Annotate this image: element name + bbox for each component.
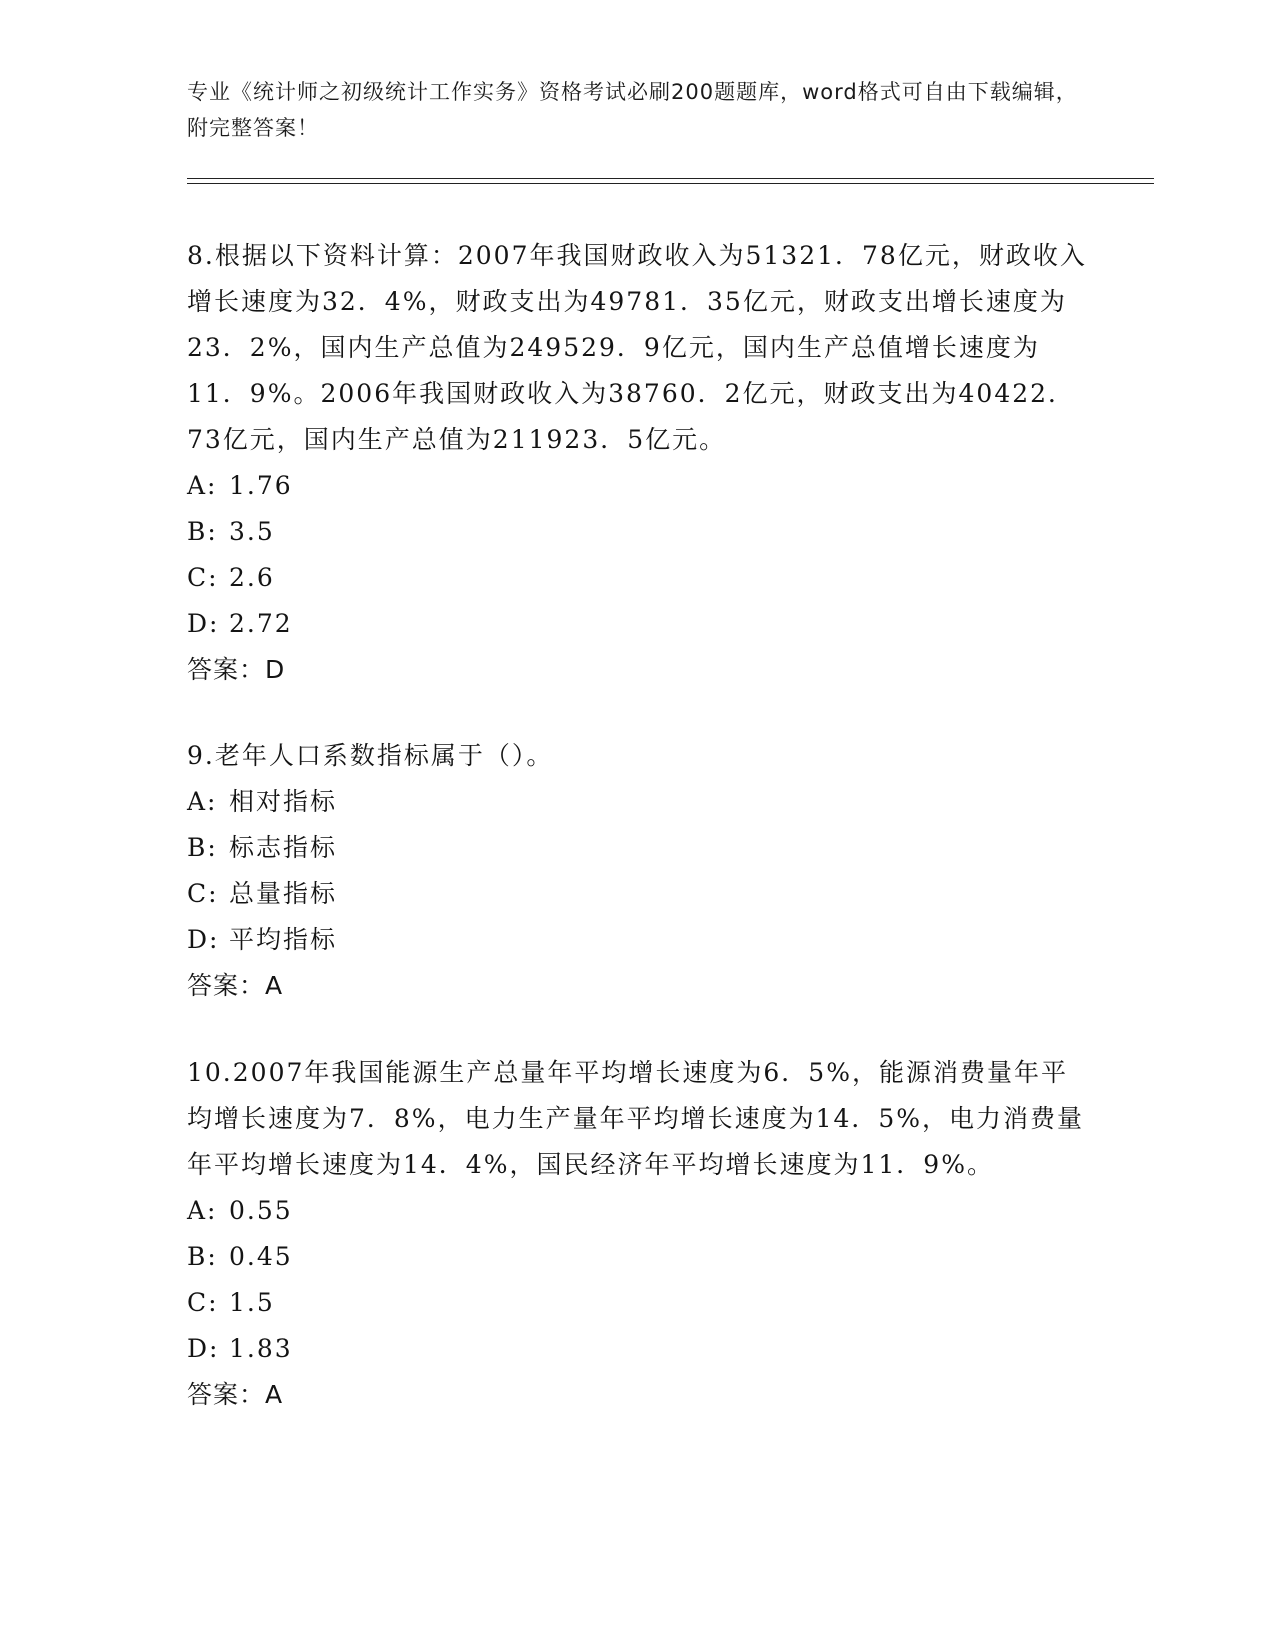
option-text: 2.72 bbox=[229, 609, 293, 638]
option-key: C: bbox=[187, 1288, 219, 1317]
option-text: 相对指标 bbox=[229, 787, 338, 816]
option-text: 2.6 bbox=[229, 563, 275, 592]
question-stem: 9.老年人口系数指标属于（）。 bbox=[187, 741, 554, 770]
option-d bbox=[187, 917, 1087, 963]
option-text: 标志指标 bbox=[229, 833, 338, 862]
option-text: 1.5 bbox=[229, 1288, 275, 1317]
option-a bbox=[187, 1188, 1087, 1234]
question-8 bbox=[187, 233, 1087, 693]
option-key: B: bbox=[187, 517, 218, 546]
option-text: 总量指标 bbox=[229, 879, 338, 908]
option-d bbox=[187, 601, 1087, 647]
option-text: 1.76 bbox=[229, 471, 293, 500]
header-divider-top bbox=[187, 178, 1154, 179]
question-stem: 8.根据以下资料计算：2007年我国财政收入为51321．78亿元，财政收入增长速度为32．4%，财政支出为49781．35亿元，财政支出增长速度为23．2%，国内生产总值为249529．9亿元，国内生产总值增长速度为11．9%。2006年我国财政收入为38760．2亿元，财政支出为40422．73亿元，国内生产总值为211923．5亿元。 bbox=[187, 241, 1087, 454]
option-key: C: bbox=[187, 879, 219, 908]
option-key: B: bbox=[187, 1242, 218, 1271]
option-d bbox=[187, 1326, 1087, 1372]
option-c bbox=[187, 555, 1087, 601]
question-10 bbox=[187, 1050, 1087, 1418]
answer: 答案：D bbox=[187, 655, 286, 684]
option-key: B: bbox=[187, 833, 218, 862]
option-b bbox=[187, 509, 1087, 555]
option-key: A: bbox=[187, 787, 218, 816]
option-c bbox=[187, 1280, 1087, 1326]
document-header bbox=[187, 74, 1087, 146]
question-9 bbox=[187, 733, 1087, 1009]
option-text: 0.55 bbox=[229, 1196, 293, 1225]
answer: 答案：A bbox=[187, 1380, 284, 1409]
option-key: D: bbox=[187, 1334, 220, 1363]
option-a bbox=[187, 779, 1087, 825]
option-key: C: bbox=[187, 563, 219, 592]
question-stem: 10.2007年我国能源生产总量年平均增长速度为6．5%，能源消费量年平均增长速度为7．8%，电力生产量年平均增长速度为14．5%，电力消费量年平均增长速度为14．4%，国民经济年平均增长速度为11．9%。 bbox=[187, 1058, 1085, 1179]
option-key: D: bbox=[187, 925, 220, 954]
option-a bbox=[187, 463, 1087, 509]
option-key: A: bbox=[187, 471, 218, 500]
option-b bbox=[187, 1234, 1087, 1280]
option-text: 0.45 bbox=[229, 1242, 293, 1271]
header-title: 专业《统计师之初级统计工作实务》资格考试必刷200题题库，word格式可自由下载编辑，附完整答案！ bbox=[187, 80, 1078, 140]
option-key: A: bbox=[187, 1196, 218, 1225]
option-text: 1.83 bbox=[229, 1334, 293, 1363]
header-divider-bottom bbox=[187, 183, 1154, 184]
answer: 答案：A bbox=[187, 971, 284, 1000]
option-text: 3.5 bbox=[229, 517, 275, 546]
option-b bbox=[187, 825, 1087, 871]
option-c bbox=[187, 871, 1087, 917]
option-key: D: bbox=[187, 609, 220, 638]
option-text: 平均指标 bbox=[229, 925, 338, 954]
